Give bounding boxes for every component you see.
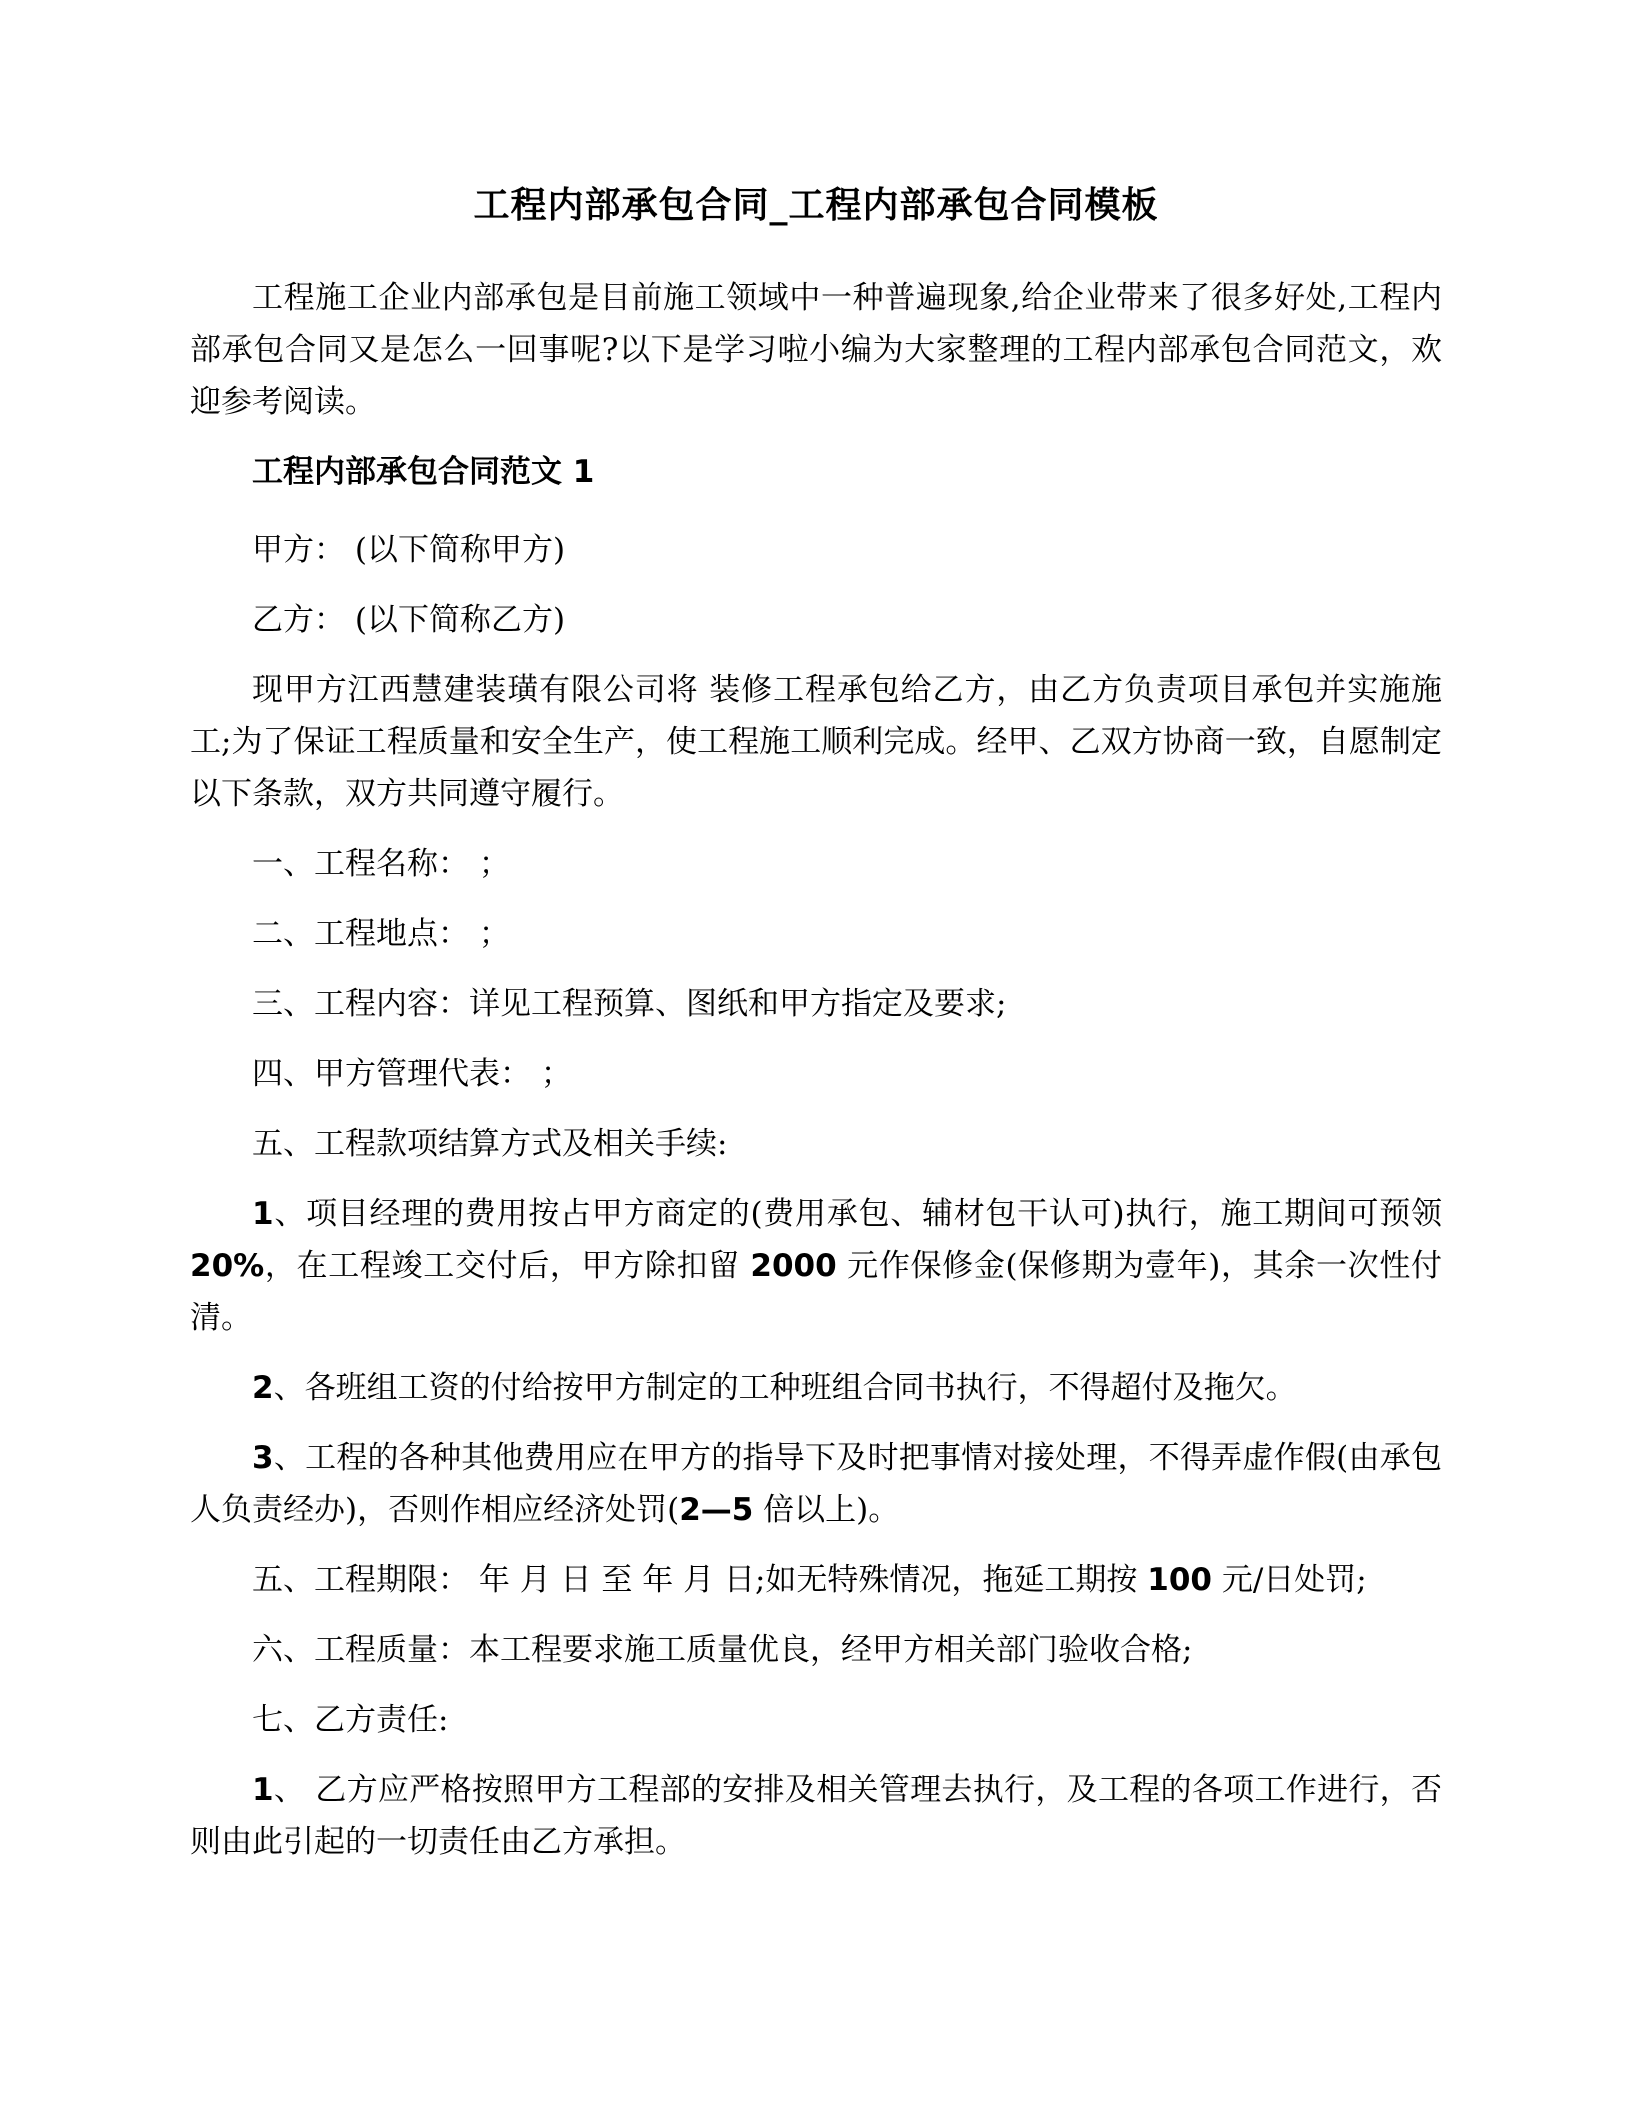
clause-party-b-responsibility: 七、乙方责任:	[252, 1701, 449, 1738]
clause-project-duration: 五、工程期限： 年 月 日 至 年 月 日;如无特殊情况，拖延工期按 100 元/日处罚;	[252, 1561, 1367, 1598]
party-a-line: 甲方： (以下简称甲方)	[252, 531, 566, 568]
clause-payment-terms: 五、工程款项结算方式及相关手续:	[252, 1125, 728, 1162]
clause-party-a-representative: 四、甲方管理代表： ；	[252, 1055, 572, 1092]
clause-payment-item-3: 3、工程的各种其他费用应在甲方的指导下及时把事情对接处理，不得弄虚作假(由承包人负责经办)，否则作相应经济处罚(2—5 倍以上)。	[190, 1439, 1442, 1528]
clause-party-b-item-1: 1、 乙方应严格按照甲方工程部的安排及相关管理去执行，及工程的各项工作进行，否则由此引起的一切责任由乙方承担。	[190, 1771, 1442, 1860]
clause-project-location: 二、工程地点： ；	[252, 915, 510, 952]
clause-project-content: 三、工程内容：详见工程预算、图纸和甲方指定及要求;	[252, 985, 1007, 1022]
section-heading: 工程内部承包合同范文 1	[252, 453, 595, 490]
party-b-line: 乙方： (以下简称乙方)	[252, 601, 566, 638]
clause-payment-item-1: 1、项目经理的费用按占甲方商定的(费用承包、辅材包干认可)执行，施工期间可预领 20%，在工程竣工交付后，甲方除扣留 2000 元作保修金(保修期为壹年)，其余一次性付清。	[190, 1195, 1442, 1336]
clause-payment-item-2: 2、各班组工资的付给按甲方制定的工种班组合同书执行，不得超付及拖欠。	[252, 1369, 1297, 1406]
intro-paragraph: 工程施工企业内部承包是目前施工领域中一种普遍现象,给企业带来了很多好处,工程内部承包合同又是怎么一回事呢?以下是学习啦小编为大家整理的工程内部承包合同范文，欢迎参考阅读。	[190, 279, 1442, 420]
document-title: 工程内部承包合同_工程内部承包合同模板	[473, 185, 1159, 226]
clause-project-quality: 六、工程质量：本工程要求施工质量优良，经甲方相关部门验收合格;	[252, 1631, 1193, 1668]
preamble-paragraph: 现甲方江西慧建装璜有限公司将 装修工程承包给乙方，由乙方负责项目承包并实施施工;为了保证工程质量和安全生产，使工程施工顺利完成。经甲、乙双方协商一致，自愿制定以下条款，双方共同遵守履行。	[190, 671, 1442, 812]
clause-project-name: 一、工程名称： ；	[252, 845, 510, 882]
